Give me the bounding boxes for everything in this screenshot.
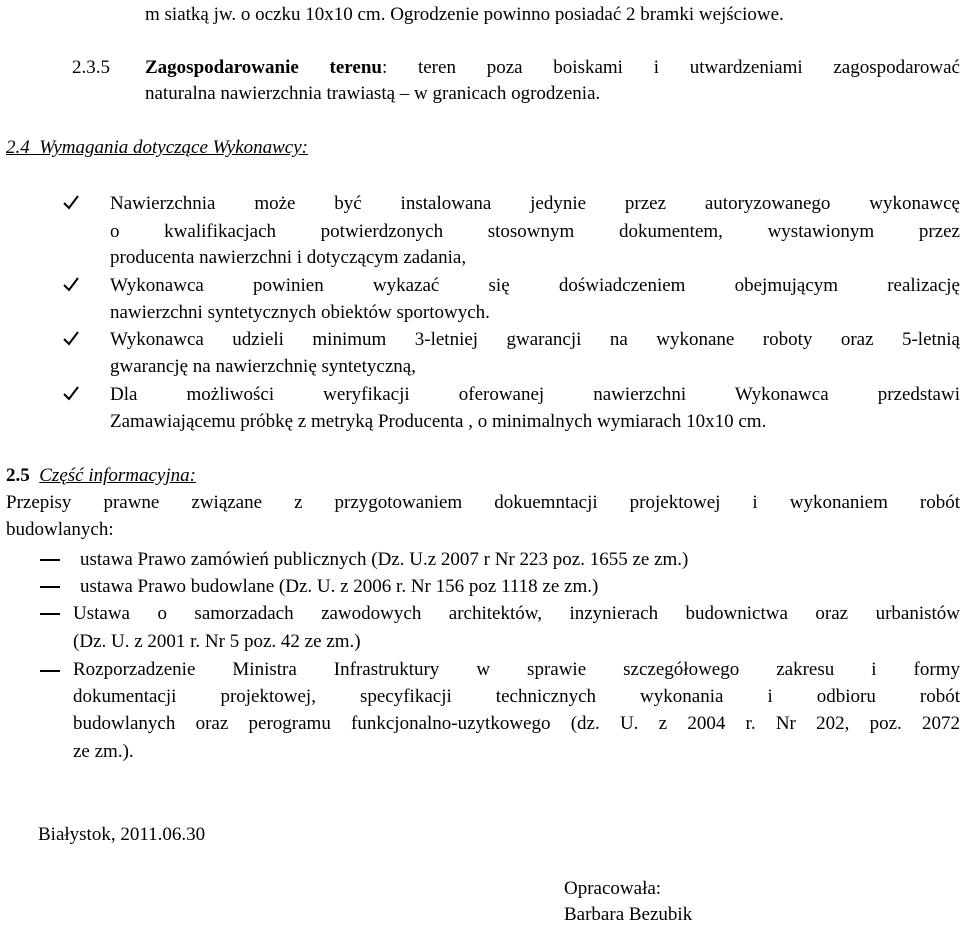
dash-bullet-icon xyxy=(40,559,60,561)
section-heading xyxy=(6,135,308,161)
place-date: Białystok, 2011.06.30 xyxy=(38,824,206,845)
dash-bullet-icon xyxy=(40,670,60,672)
paragraph-line: Przepisy prawne związane z przygotowaniem dokuemntacji projektowej i wykonaniem robót xyxy=(6,492,960,513)
text-line: naturalna nawierzchnia trawiastą – w granicach ogrodzenia. xyxy=(145,83,601,104)
section-number: 2.5 xyxy=(6,465,30,486)
list-item: o kwalifikacjach potwierdzonych stosownym dokumentem, wystawionym przez xyxy=(110,221,960,242)
checkmark-icon xyxy=(62,276,80,294)
prepared-name: Barbara Bezubik xyxy=(564,904,693,925)
prepared-label: Opracowała: xyxy=(564,878,662,899)
dash-bullet-icon xyxy=(40,586,60,588)
list-item: ustawa Prawo zamówień publicznych (Dz. U.z 2007 r Nr 223 poz. 1655 ze zm.) xyxy=(80,549,689,570)
list-item: budowlanych oraz perogramu funkcjonalno-uzytkowego (dz. U. z 2004 r. Nr 202, poz. 2072 xyxy=(73,713,960,734)
checkmark-icon xyxy=(62,385,80,403)
section-title: Część informacyjna: xyxy=(39,465,196,486)
list-item: Dla możliwości weryfikacji oferowanej nawierzchni Wykonawca przedstawi xyxy=(110,384,960,405)
checkmark-icon xyxy=(62,194,80,212)
list-item: producenta nawierzchni i dotyczącym zadania, xyxy=(110,247,467,268)
list-item: Wykonawca powinien wykazać się doświadczeniem obejmującym realizację xyxy=(110,275,960,296)
list-item: ustawa Prawo budowlane (Dz. U. z 2006 r. Nr 156 poz 1118 ze zm.) xyxy=(80,576,599,597)
list-item: (Dz. U. z 2001 r. Nr 5 poz. 42 ze zm.) xyxy=(73,631,361,652)
list-item: Wykonawca udzieli minimum 3-letniej gwarancji na wykonane roboty oraz 5-letnią xyxy=(110,329,960,350)
list-item: nawierzchni syntetycznych obiektów sportowych. xyxy=(110,302,490,323)
list-item: dokumentacji projektowej, specyfikacji technicznych wykonania i odbioru robót xyxy=(73,686,960,707)
list-item: Zamawiającemu próbkę z metryką Producenta , o minimalnych wymiarach 10x10 cm. xyxy=(110,411,767,432)
paragraph-line: budowlanych: xyxy=(6,519,114,540)
list-item: ze zm.). xyxy=(73,741,134,762)
dash-bullet-icon xyxy=(40,613,60,615)
section-heading xyxy=(6,463,196,489)
section-paragraph xyxy=(145,55,960,81)
section-number: 2.3.5 xyxy=(72,57,110,78)
list-item: Ustawa o samorzadach zawodowych architektów, inzynierach budownictwa oraz urbanistów xyxy=(73,603,960,624)
text-line: m siatką jw. o oczku 10x10 cm. Ogrodzenie powinno posiadać 2 bramki wejściowe. xyxy=(145,4,784,25)
section-title: Zagospodarowanie terenu xyxy=(145,57,382,78)
section-number: 2.4 xyxy=(6,137,30,158)
checkmark-icon xyxy=(62,330,80,348)
list-item: Nawierzchnia może być instalowana jedynie przez autoryzowanego wykonawcę xyxy=(110,193,960,214)
list-item: Rozporzadzenie Ministra Infrastruktury w sprawie szczegółowego zakresu i formy xyxy=(73,659,960,680)
list-item: gwarancję na nawierzchnię syntetyczną, xyxy=(110,356,416,377)
section-text: : teren poza boiskami i utwardzeniami zagospodarować xyxy=(381,57,960,78)
section-title: Wymagania dotyczące Wykonawcy: xyxy=(39,137,308,158)
